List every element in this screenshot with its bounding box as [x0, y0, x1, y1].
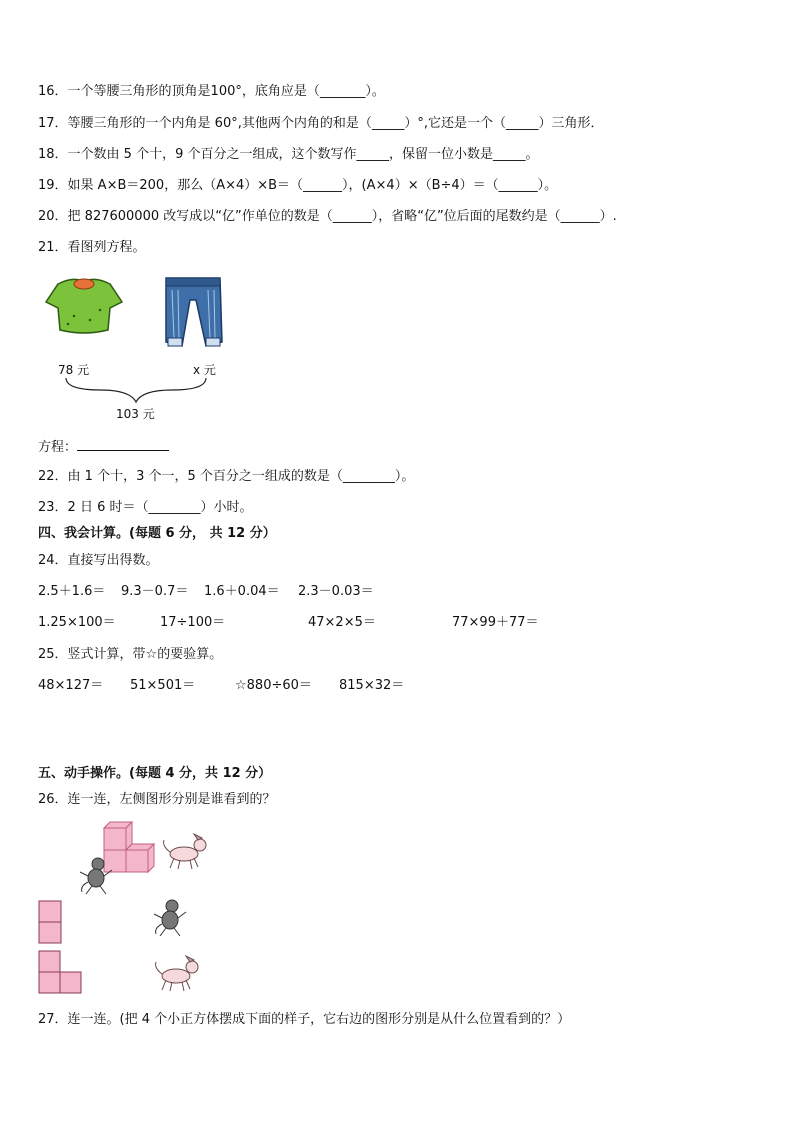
equation-blank[interactable]	[77, 438, 169, 451]
question-22: 22．由 1 个十，3 个一，5 个百分之一组成的数是（________）。	[38, 469, 415, 484]
section-4-heading: 四、我会计算。(每题 6 分， 共 12 分）	[38, 526, 276, 541]
equation-line	[38, 438, 169, 456]
calc-item: 1.25×100＝	[38, 615, 116, 630]
calc-item: 815×32＝	[339, 678, 405, 693]
calc-item: ☆880÷60＝	[235, 678, 312, 693]
shirt-icon	[44, 276, 124, 336]
total-price-label: 103 元	[116, 407, 155, 421]
calc-item: 77×99＋77＝	[452, 615, 539, 630]
dog-icon	[152, 958, 202, 992]
brace-icon	[64, 376, 214, 406]
monkey-icon	[78, 856, 114, 896]
calc-item: 48×127＝	[38, 678, 104, 693]
question-18: 18．一个数由 5 个十，9 个百分之一组成，这个数写作_____，保留一位小数是_____。	[38, 147, 539, 162]
equation-label: 方程：	[38, 440, 78, 455]
calc-item: 1.6＋0.04＝	[204, 584, 280, 599]
question-24: 24．直接写出得数。	[38, 553, 159, 568]
right-price-label: x 元	[193, 363, 216, 377]
question-23: 23．2 日 6 时＝（________）小时。	[38, 500, 253, 515]
question-20: 20．把 827600000 改写成以“亿”作单位的数是（______），省略“亿”位后面的尾数约是（______）.	[38, 209, 617, 224]
question-21: 21．看图列方程。	[38, 240, 146, 255]
calc-item: 9.3－0.7＝	[121, 584, 189, 599]
question-16: 16．一个等腰三角形的顶角是100°，底角应是（_______）。	[38, 84, 385, 99]
question-17: 17．等腰三角形的一个内角是 60°,其他两个内角的和是（_____）°,它还是一个（_____）三角形．	[38, 116, 604, 131]
calc-item: 47×2×5＝	[308, 615, 376, 630]
question-27: 27．连一连。(把 4 个小正方体摆成下面的样子，它右边的图形分别是从什么位置看到的？）	[38, 1012, 571, 1027]
question-19: 19．如果 A×B＝200，那么（A×4）×B＝（______），(A×4）×（B÷4）＝（______）。	[38, 178, 558, 193]
view-column-figure	[38, 900, 64, 946]
left-price-label: 78 元	[58, 363, 90, 377]
section-5-heading: 五、动手操作。(每题 4 分，共 12 分）	[38, 766, 272, 781]
calc-item: 51×501＝	[130, 678, 196, 693]
calc-item: 17÷100＝	[160, 615, 226, 630]
calc-item: 2.5＋1.6＝	[38, 584, 106, 599]
jeans-icon	[162, 276, 224, 350]
question-25: 25．竖式计算，带☆的要验算。	[38, 647, 223, 662]
calc-item: 2.3－0.03＝	[298, 584, 374, 599]
question-26: 26．连一连，左侧图形分别是谁看到的？	[38, 792, 276, 807]
monkey-icon	[152, 898, 188, 938]
dog-icon	[160, 836, 210, 870]
view-l-shape-figure	[38, 950, 86, 996]
